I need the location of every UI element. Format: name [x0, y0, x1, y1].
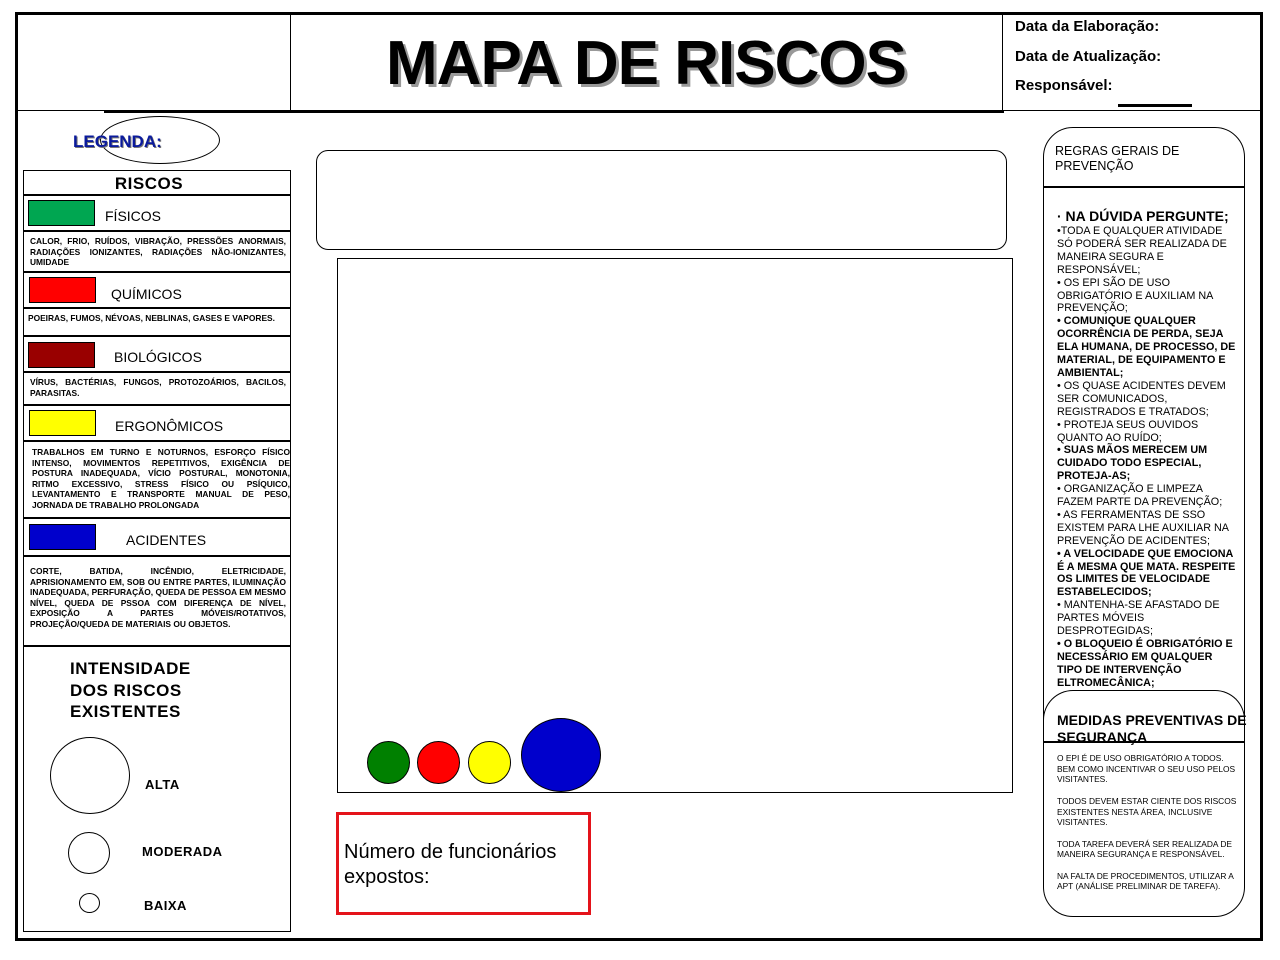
intensity-title-line: EXISTENTES — [70, 702, 181, 721]
rules-item: • ORGANIZAÇÃO E LIMPEZA FAZEM PARTE DA PREVENÇÃO; — [1057, 483, 1223, 509]
swatch-quimicos — [29, 277, 96, 303]
category-label-biologicos: BIOLÓGICOS — [114, 349, 202, 365]
rules-title — [1055, 144, 1235, 174]
map-risk-dot-quimicos[interactable] — [417, 741, 460, 784]
legend-divider — [23, 404, 291, 406]
rules-item: •TODA E QUALQUER ATIVIDADE SÓ PODERÁ SER REALIZADA DE MANEIRA SEGURA E RESPONSÁVEL; — [1057, 225, 1227, 276]
measures-paragraph: TODOS DEVEM ESTAR CIENTE DOS RISCOS EXISTENTES NESTA ÁREA, INCLUSIVE VISITANTES. — [1057, 795, 1237, 828]
field-data-atualizacao[interactable]: Data de Atualização: — [1015, 48, 1162, 65]
intensity-circle-baixa — [79, 893, 100, 913]
legend-divider — [23, 230, 291, 232]
legend-divider — [23, 517, 291, 519]
swatch-fisicos — [28, 200, 95, 226]
employees-label-line: Número de funcionários — [344, 841, 557, 863]
rules-item: · NA DÚVIDA PERGUNTE; — [1057, 208, 1229, 224]
legend-divider — [23, 555, 291, 557]
rules-title-line: REGRAS GERAIS DE — [1055, 144, 1180, 158]
rules-item: • SUAS MÃOS MERECEM UM CUIDADO TODO ESPECIAL, PROTEJA-AS; — [1057, 444, 1208, 483]
intensity-title — [70, 658, 191, 723]
page-title: MAPA DE RISCOS — [386, 29, 906, 98]
legend-divider — [23, 335, 291, 337]
field-data-elaboracao[interactable]: Data da Elaboração: — [1015, 18, 1160, 35]
measures-title: MEDIDAS PREVENTIVAS DE SEGURANÇA — [1057, 712, 1247, 745]
swatch-acidentes — [29, 524, 96, 550]
category-desc-acidentes: CORTE, BATIDA, INCÊNDIO, ELETRICIDADE, APRISIONAMENTO EM, SOB OU ENTRE PARTES, ILUMINAÇÃO INADEQUADA, PERFURAÇÃO, QUEDA DE PESSOA EM MESMO NÍVEL, QUEDA DE PSSOA COM DIFERENÇA DE NÍVEL, EXPOSIÇÃO A PARTES MÓVEIS/ROTATIVOS, PROJEÇÃO/QUEDA DE MATERIAIS OU OBJETOS. — [30, 566, 286, 629]
riscos-title: RISCOS — [114, 174, 184, 193]
legend-divider — [23, 645, 291, 647]
intensity-label-moderada: MODERADA — [142, 844, 223, 859]
map-risk-dot-fisicos[interactable] — [367, 741, 410, 784]
measures-paragraph: TODA TAREFA DEVERÁ SER REALIZADA DE MANEIRA SEGURANÇA E RESPONSÁVEL. — [1057, 838, 1232, 860]
measures-paragraph: O EPI É DE USO OBRIGATÓRIO A TODOS. BEM COMO INCENTIVAR O SEU USO PELOS VISITANTES. — [1057, 753, 1236, 785]
legend-divider — [23, 194, 291, 196]
legend-divider — [23, 271, 291, 273]
legend-divider — [23, 307, 291, 309]
rules-item: • PROTEJA SEUS OUVIDOS QUANTO AO RUÍDO; — [1057, 418, 1199, 444]
intensity-title-line: INTENSIDADE — [70, 659, 191, 678]
legenda-label: LEGENDA: — [73, 132, 162, 151]
field-responsavel[interactable]: Responsável: — [1015, 77, 1113, 94]
intensity-circle-alta — [50, 737, 130, 814]
rules-item: • OS EPI SÃO DE USO OBRIGATÓRIO E AUXILIAM NA PREVENÇÃO; — [1057, 276, 1213, 315]
category-label-quimicos: QUÍMICOS — [111, 286, 182, 302]
category-label-ergonomicos: ERGONÔMICOS — [115, 418, 224, 434]
header-accent-line — [104, 110, 1004, 113]
employees-exposed-label — [344, 840, 556, 890]
responsavel-underline — [1118, 104, 1192, 107]
map-risk-dot-ergonomicos[interactable] — [468, 741, 511, 784]
sector-info-box[interactable] — [316, 150, 1007, 250]
intensity-circle-moderada — [68, 832, 110, 874]
category-desc-ergonomicos: TRABALHOS EM TURNO E NOTURNOS, ESFORÇO FÍSICO INTENSO, MOVIMENTOS REPETITIVOS, EXIGÊNCIA DE POSTURA INADEQUADA, VÍCIO POSTURAL, MONOTONIA, RITMO EXCESSIVO, STRESS FÍSICO OU PSÍQUICO, LEVANTAMENTO E TRANSPORTE MANUAL DE PESO, JORNADA DE TRABALHO PROLONGADA — [32, 447, 290, 510]
legend-divider — [23, 440, 291, 442]
map-risk-dot-acidentes[interactable] — [521, 718, 601, 792]
header-divider-right — [1002, 15, 1003, 111]
intensity-label-alta: ALTA — [145, 777, 180, 792]
swatch-ergonomicos — [29, 410, 96, 436]
category-desc-biologicos: VÍRUS, BACTÉRIAS, FUNGOS, PROTOZOÁRIOS, BACILOS, PARASITAS. — [30, 377, 286, 398]
rules-title-line: PREVENÇÃO — [1055, 159, 1134, 173]
category-label-fisicos: FÍSICOS — [105, 208, 162, 224]
category-desc-quimicos: POEIRAS, FUMOS, NÉVOAS, NEBLINAS, GASES E VAPORES. — [28, 313, 275, 323]
rules-header-divider — [1043, 186, 1245, 188]
rules-item: • A VELOCIDADE QUE EMOCIONA É A MESMA QUE MATA. RESPEITE OS LIMITES DE VELOCIDADE ESTABELECIDOS; — [1057, 547, 1236, 599]
legend-divider — [23, 371, 291, 373]
map-area[interactable] — [337, 258, 1013, 793]
category-label-acidentes: ACIDENTES — [126, 532, 207, 548]
rules-item: • MANTENHA-SE AFASTADO DE PARTES MÓVEIS DESPROTEGIDAS; — [1057, 599, 1220, 638]
rules-item: • COMUNIQUE QUALQUER OCORRÊNCIA DE PERDA, SEJA ELA HUMANA, DE PROCESSO, DE MATERIAL, DE EQUIPAMENTO E AMBIENTAL; — [1057, 315, 1236, 379]
rules-list — [1057, 208, 1237, 690]
rules-item: • OS QUASE ACIDENTES DEVEM SER COMUNICADOS, REGISTRADOS E TRATADOS; — [1057, 379, 1226, 418]
employees-label-line: expostos: — [344, 866, 430, 888]
category-desc-fisicos: CALOR, FRIO, RUÍDOS, VIBRAÇÃO, PRESSÕES ANORMAIS, RADIAÇÕES IONIZANTES, RADIAÇÕES NÃO-IONIZANTES, UMIDADE — [30, 236, 286, 268]
swatch-biologicos — [28, 342, 95, 368]
intensity-label-baixa: BAIXA — [144, 898, 187, 913]
intensity-title-line: DOS RISCOS — [70, 680, 182, 700]
rules-item: • O BLOQUEIO É OBRIGATÓRIO E NECESSÁRIO EM QUALQUER TIPO DE INTERVENÇÃO ELTROMECÂNICA; — [1057, 638, 1233, 689]
measures-text — [1057, 753, 1239, 903]
measures-paragraph: NA FALTA DE PROCEDIMENTOS, UTILIZAR A APT (ANÁLISE PRELIMINAR DE TAREFA). — [1057, 870, 1234, 892]
rules-item: • AS FERRAMENTAS DE SSO EXISTEM PARA LHE AUXILIAR NA PREVENÇÃO DE ACIDENTES; — [1057, 508, 1229, 547]
